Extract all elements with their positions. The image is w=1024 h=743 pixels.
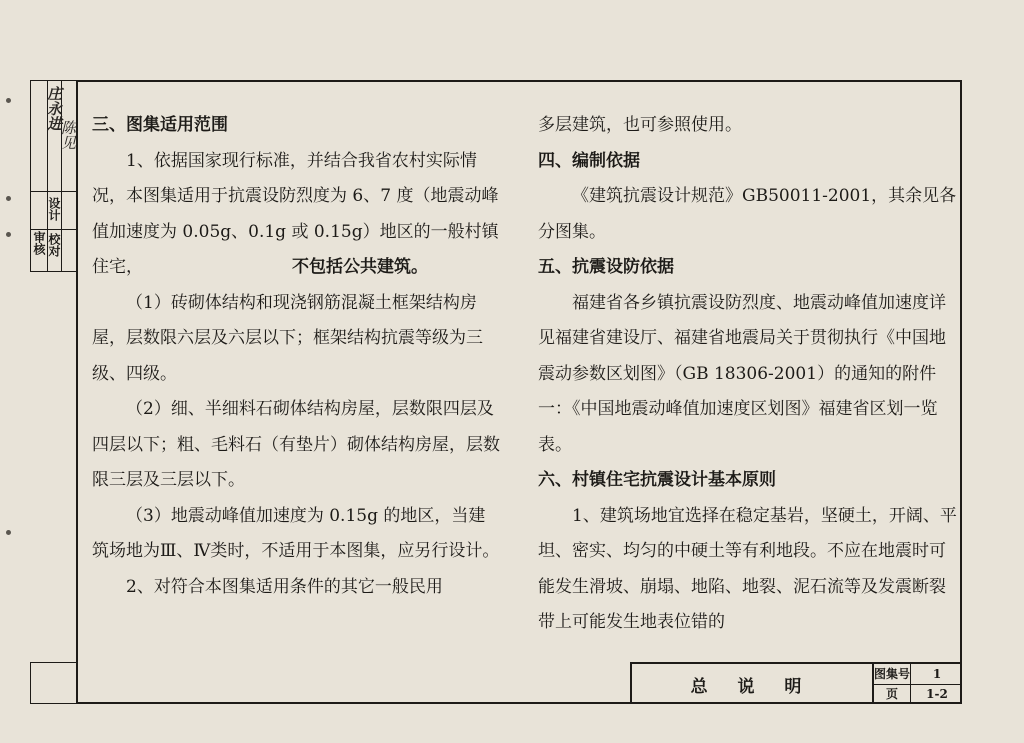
- atlas-no-label: 图集号: [874, 667, 911, 681]
- section-heading: 六、村镇住宅抗震设计基本原则: [538, 470, 776, 490]
- atlas-no: 1: [932, 667, 942, 681]
- punch-hole: [6, 530, 11, 535]
- punch-hole: [6, 196, 11, 201]
- left-column: [92, 108, 502, 605]
- right-column: [538, 108, 958, 641]
- drawing-title: 总 说 明: [690, 676, 814, 697]
- signature-2: 陈见: [59, 120, 77, 150]
- paragraph: 1、建筑场地宜选择在稳定基岩，坚硬土，开阔、平坦、密实、均匀的中硬土等有利地段。不应在地震时可能发生滑坡、崩塌、地陷、地裂、泥石流等及发震断裂带上可能发生地表位错的: [538, 505, 957, 632]
- page-label: 页: [885, 687, 898, 701]
- paragraph: 1、依据国家现行标准，并结合我省农村实际情况，本图集适用于抗震设防烈度为 6、7 度（地震动峰值加速度为 0.05g、0.1g 或 0.15g）地区的一般村镇住宅，: [92, 150, 499, 277]
- sign-label-review: 审核: [32, 231, 46, 255]
- paragraph: （2）细、半细料石砌体结构房屋，层数限四层及四层以下；粗、毛料石（有垫片）砌体结构房屋，层数限三层及三层以下。: [92, 399, 500, 490]
- paragraph: （3）地震动峰值加速度为 0.15g 的地区，当建筑场地为Ⅲ、Ⅳ类时，不适用于本图集，应另行设计。: [92, 505, 500, 561]
- bold-text: 不包括公共建筑。: [292, 257, 428, 277]
- paragraph-bold: [92, 250, 502, 286]
- paragraph: 多层建筑，也可参照使用。: [538, 115, 742, 135]
- side-strip-bottom: [30, 662, 76, 704]
- paragraph: 福建省各乡镇抗震设防烈度、地震动峰值加速度详见福建省建设厅、福建省地震局关于贯彻执行《中国地震动参数区划图》（GB 18306-2001）的通知的附件一：《中国地震动峰值加速度区划图》福建省区划一览表。: [538, 292, 946, 455]
- page-no: 1-2: [926, 687, 948, 701]
- sign-label-design: 设计: [47, 197, 61, 221]
- punch-hole: [6, 98, 11, 103]
- section-heading: 四、编制依据: [538, 150, 640, 171]
- title-block: [630, 662, 962, 704]
- paragraph: 《建筑抗震设计规范》GB50011-2001，其余见各分图集。: [538, 186, 957, 242]
- punch-hole: [6, 232, 11, 237]
- paragraph: （1）砖砌体结构和现浇钢筋混凝土框架结构房屋，层数限六层及六层以下；框架结构抗震等级为三级、四级。: [92, 292, 483, 384]
- paragraph: 2、对符合本图集适用条件的其它一般民用: [126, 576, 443, 597]
- section-heading: 五、抗震设防依据: [538, 257, 674, 277]
- sign-label-check: 校对: [47, 233, 61, 257]
- section-heading: 三、图集适用范围: [92, 115, 228, 135]
- signature-1: 庄永进: [45, 86, 63, 131]
